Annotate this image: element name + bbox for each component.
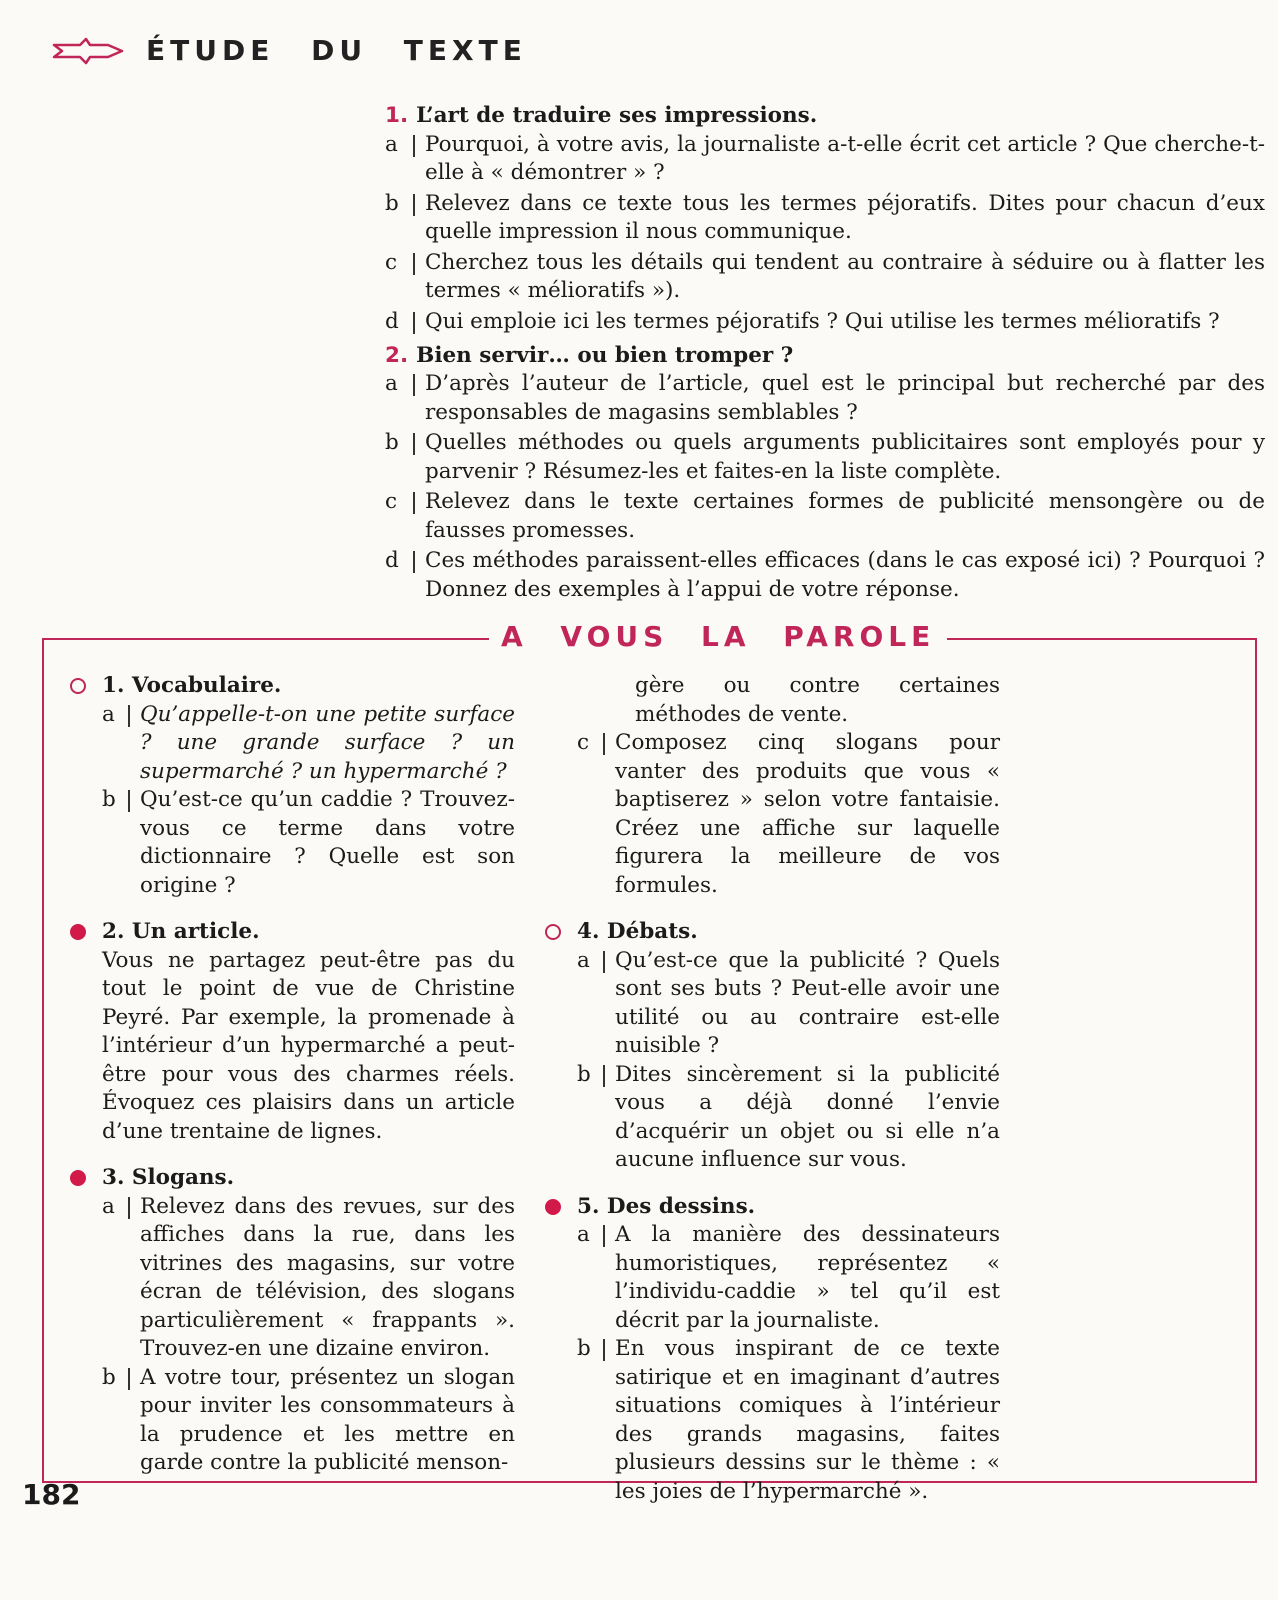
question-item: c Cherchez tous les détails qui tendent au contraire à séduire ou à flatter les termes « mélioratifs »).: [385, 249, 1265, 303]
box-right-column: [545, 672, 1000, 1524]
filled-circle-icon: [70, 1170, 86, 1186]
question-heading: 1. L’art de traduire ses impressions.: [385, 103, 818, 128]
page-number: 182: [22, 1478, 81, 1511]
question-item: a D’après l’auteur de l’article, quel est le principal but recherché par des responsables de magasins semblables ?: [385, 371, 1265, 425]
exercise-item: a Relevez dans des revues, sur des affiches dans la rue, dans les vitrines des magasins, sur votre écran de télévision, des slogans particulièrement « frappants ». Trouvez-en une dizaine environ.: [102, 1193, 515, 1361]
exercise-item: a Qu’appelle-t-on une petite surface ? une grande surface ? un supermarché ? un hypermarché ?: [102, 701, 515, 784]
page-title: ÉTUDE DU TEXTE: [146, 34, 527, 67]
exercise-item: b En vous inspirant de ce texte satirique et en imaginant d’autres situations comiques à l’intérieur des grands magasins, faites plusieurs dessins sur le thème : « les joies de l’hypermarché ».: [577, 1336, 1000, 1504]
section-slogans: 3. Slogans. a Relevez dans des revues, sur des affiches dans la rue, dans les vitrines des magasins, sur votre écran de télévision, des slogans particulièrement « frappants ». Trouvez-en une dizaine environ. b A votre tour, présentez un slogan pour inviter les consommateurs à la prudence et les mettre en garde contre la publicité menson-: [70, 1164, 515, 1478]
exercise-item: a Qu’est-ce que la publicité ? Quels sont ses buts ? Peut-elle avoir une utilité ou au contraire est-elle nuisible ?: [577, 947, 1000, 1058]
question-item: d Ces méthodes paraissent-elles efficaces (dans le cas exposé ici) ? Pourquoi ? Donnez des exemples à l’appui de votre réponse.: [385, 548, 1265, 602]
open-circle-icon: [70, 678, 86, 694]
section-header: [50, 34, 527, 67]
section-article: 2. Un article. Vous ne partagez peut-être pas du tout le point de vue de Christine Peyré. Par exemple, la promenade à l’intérieur d’un hypermarché a peut-être pour vous des charmes réels. Évoquez ces plaisirs dans un article d’une trentaine de lignes.: [70, 918, 515, 1146]
question-item: c Relevez dans le texte certaines formes de publicité mensongère ou de fausses promesses.: [385, 489, 1265, 543]
section-vocabulaire: 1. Vocabulaire. a Qu’appelle-t-on une petite surface ? une grande surface ? un supermarché ? un hypermarché ? b Qu’est-ce qu’un caddie ? Trouvez-vous ce terme dans votre dictionnaire ? Quelle est son origine ?: [70, 672, 515, 900]
question-item: b Relevez dans ce texte tous les termes péjoratifs. Dites pour chacun d’eux quelle impression il nous communique.: [385, 190, 1265, 244]
exercise-item: b A votre tour, présentez un slogan pour inviter les consommateurs à la prudence et les mettre en garde contre la publicité menson-: [102, 1364, 515, 1475]
filled-circle-icon: [545, 1199, 561, 1215]
open-circle-icon: [545, 924, 561, 940]
filled-circle-icon: [70, 924, 86, 940]
section-dessins: 5. Des dessins. a A la manière des dessinateurs humoristiques, représentez « l’individu-caddie » tel qu’il est décrit par la journaliste. b En vous inspirant de ce texte satirique et en imaginant d’autres situations comiques à l’intérieur des grands magasins, faites plusieurs dessins sur le thème : « les joies de l’hypermarché ».: [545, 1193, 1000, 1507]
exercise-item: a A la manière des dessinateurs humoristiques, représentez « l’individu-caddie » tel qu’il est décrit par la journaliste.: [577, 1222, 1000, 1333]
exercise-item: b Dites sincèrement si la publicité vous a déjà donné l’envie d’acquérir un objet ou si elle n’a aucune influence sur vous.: [577, 1061, 1000, 1172]
question-item: d Qui emploie ici les termes péjoratifs ? Qui utilise les termes mélioratifs ?: [385, 308, 1220, 334]
question-item: b Quelles méthodes ou quels arguments publicitaires sont employés pour y parvenir ? Résumez-les et faites-en la liste complète.: [385, 430, 1265, 484]
box-left-column: [70, 672, 515, 1496]
arrow-icon: [50, 35, 128, 67]
section-debats: 4. Débats. a Qu’est-ce que la publicité ? Quels sont ses buts ? Peut-elle avoir une utilité ou au contraire est-elle nuisible ? b Dites sincèrement si la publicité vous a déjà donné l’envie d’acquérir un objet ou si elle n’a aucune influence sur vous.: [545, 918, 1000, 1175]
question-heading: 2. Bien servir… ou bien tromper ?: [385, 342, 794, 368]
exercise-item: b Qu’est-ce qu’un caddie ? Trouvez-vous ce terme dans votre dictionnaire ? Quelle est son origine ?: [102, 787, 515, 898]
section-slogans-cont: gère ou contre certaines méthodes de vente. c Composez cinq slogans pour vanter des produits que vous « baptiserez » selon votre fantaisie. Créez une affiche sur laquelle figurera la meilleure de vos formules.: [545, 672, 1000, 900]
question-item: a Pourquoi, à votre avis, la journaliste a-t-elle écrit cet article ? Que cherche-t-elle à « démontrer » ?: [385, 131, 1265, 185]
etude-questions: [385, 98, 1265, 606]
exercise-item: c Composez cinq slogans pour vanter des produits que vous « baptiserez » selon votre fantaisie. Créez une affiche sur laquelle figurera la meilleure de vos formules.: [577, 730, 1000, 898]
box-title: A VOUS LA PAROLE: [489, 620, 947, 653]
